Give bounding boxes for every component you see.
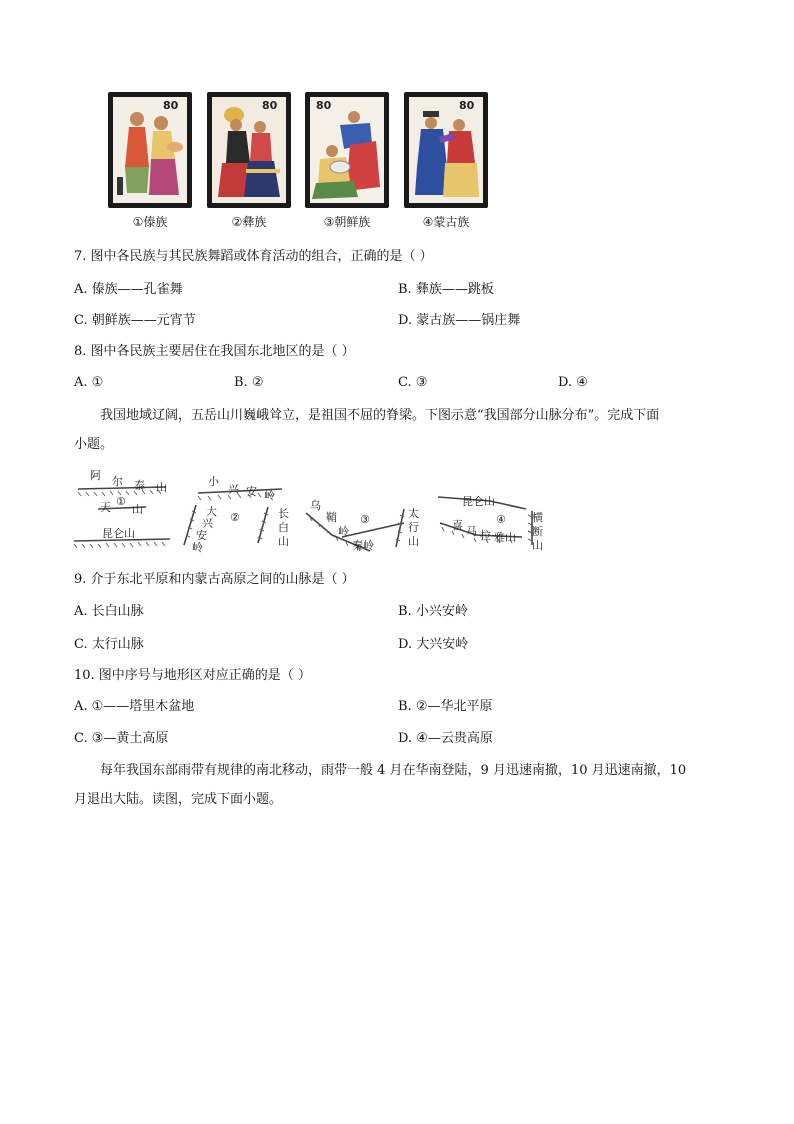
stamp-denomination: 80 bbox=[459, 99, 475, 112]
question-10-option-c[interactable]: C. ③—黄土高原 bbox=[74, 731, 169, 746]
stamp-denomination: 80 bbox=[262, 99, 278, 112]
intro-mountains-line-1: 我国地域辽阔，五岳山川巍峨耸立，是祖国不屈的脊梁。下图示意“我国部分山脉分布”。完成下面 bbox=[100, 408, 660, 423]
question-10-option-a[interactable]: A. ①——塔里木盆地 bbox=[74, 699, 195, 714]
question-8-option-b[interactable]: B. ② bbox=[234, 375, 264, 390]
question-8-option-d[interactable]: D. ④ bbox=[558, 375, 588, 390]
question-9-option-a[interactable]: A. 长白山脉 bbox=[74, 604, 144, 619]
stamp-artwork bbox=[409, 97, 483, 203]
korean-dancers-illustration bbox=[310, 97, 384, 203]
stamp-artwork bbox=[113, 97, 187, 203]
stamp-caption: ④蒙古族 bbox=[422, 215, 470, 229]
question-7-option-b[interactable]: B. 彝族——跳板 bbox=[398, 282, 494, 297]
question-9-option-b[interactable]: B. 小兴安岭 bbox=[398, 604, 468, 619]
intro-mountains-line-2: 小题。 bbox=[74, 437, 114, 452]
map-label: 尔 bbox=[112, 475, 123, 488]
question-9-option-c[interactable]: C. 太行山脉 bbox=[74, 637, 144, 652]
map-label: 天 bbox=[100, 501, 111, 514]
question-8-option-a[interactable]: A. ① bbox=[74, 375, 104, 390]
question-7-stem: 7. 图中各民族与其民族舞蹈或体育活动的组合，正确的是（ ） bbox=[74, 249, 433, 264]
map-label: 岭 bbox=[192, 541, 203, 554]
map-label: 秦岭 bbox=[352, 539, 374, 552]
stamp-caption: ②彝族 bbox=[231, 215, 267, 229]
question-7-option-a[interactable]: A. 傣族——孔雀舞 bbox=[74, 282, 183, 297]
map-label: 安 bbox=[196, 529, 207, 542]
stamp-artwork bbox=[212, 97, 286, 203]
map-label-number-1: ① bbox=[116, 495, 126, 508]
map-label: 昆仑山 bbox=[462, 495, 495, 508]
map-label: 大 bbox=[206, 505, 217, 518]
intro-rainbelt-line-1: 每年我国东部雨带有规律的南北移动，雨带一般 4 月在华南登陆，9 月迅速南撤，10 月迅速南撤，10 bbox=[100, 763, 687, 778]
mountain-ranges-figure bbox=[70, 465, 550, 555]
map-label: 山 bbox=[156, 481, 167, 494]
map-label: 山 bbox=[408, 535, 419, 548]
map-label: 断 bbox=[532, 525, 543, 538]
map-label: 昆仑山 bbox=[102, 527, 135, 540]
map-label: 泰 bbox=[134, 479, 145, 492]
stamp-caption: ③朝鲜族 bbox=[323, 215, 371, 229]
map-label: 岭 bbox=[338, 525, 349, 538]
map-label: 山 bbox=[532, 539, 543, 552]
map-label: 马 bbox=[466, 525, 477, 538]
map-label: 白 bbox=[278, 521, 289, 534]
map-label: 长 bbox=[278, 507, 289, 520]
question-7-option-c[interactable]: C. 朝鲜族——元宵节 bbox=[74, 313, 196, 328]
stamp-mongol bbox=[404, 92, 488, 208]
map-label: 雅山 bbox=[494, 531, 516, 544]
question-10-stem: 10. 图中序号与地形区对应正确的是（ ） bbox=[74, 668, 311, 683]
map-label: 喜 bbox=[452, 519, 463, 532]
map-label: 横 bbox=[532, 511, 543, 524]
question-8-stem: 8. 图中各民族主要居住在我国东北地区的是（ ） bbox=[74, 344, 355, 359]
map-label: 山 bbox=[132, 503, 143, 516]
dai-dancers-illustration bbox=[113, 97, 187, 203]
stamp-caption: ①傣族 bbox=[132, 215, 168, 229]
map-label: 兴 bbox=[202, 517, 213, 530]
map-label: 山 bbox=[278, 535, 289, 548]
stamp-artwork bbox=[310, 97, 384, 203]
map-label: 安 bbox=[246, 485, 257, 498]
map-label: 乌 bbox=[310, 499, 321, 512]
stamp-dai bbox=[108, 92, 192, 208]
question-9-option-d[interactable]: D. 大兴安岭 bbox=[398, 637, 469, 652]
question-9-stem: 9. 介于东北平原和内蒙古高原之间的山脉是（ ） bbox=[74, 572, 355, 587]
intro-rainbelt-line-2: 月退出大陆。读图，完成下面小题。 bbox=[74, 792, 283, 807]
map-label: 岭 bbox=[264, 489, 275, 502]
question-8-option-c[interactable]: C. ③ bbox=[398, 375, 428, 390]
map-label: 行 bbox=[408, 521, 419, 534]
stamp-korean bbox=[305, 92, 389, 208]
stamp-denomination: 80 bbox=[163, 99, 179, 112]
map-label-number-4: ④ bbox=[496, 513, 506, 526]
yi-dancers-illustration bbox=[212, 97, 286, 203]
question-10-option-d[interactable]: D. ④—云贵高原 bbox=[398, 731, 493, 746]
map-label: 兴 bbox=[228, 483, 239, 496]
question-7-option-d[interactable]: D. 蒙古族——锅庄舞 bbox=[398, 313, 521, 328]
map-label: 鞘 bbox=[326, 511, 337, 524]
map-label: 太 bbox=[408, 507, 419, 520]
mongol-dancers-illustration bbox=[409, 97, 483, 203]
map-label: 拉 bbox=[480, 529, 491, 542]
map-label-number-2: ② bbox=[230, 511, 240, 524]
map-label-number-3: ③ bbox=[360, 513, 370, 526]
stamp-denomination: 80 bbox=[316, 99, 332, 112]
map-label: 小 bbox=[208, 475, 219, 488]
question-10-option-b[interactable]: B. ②—华北平原 bbox=[398, 699, 493, 714]
map-label: 阿 bbox=[90, 469, 101, 482]
stamp-yi bbox=[207, 92, 291, 208]
